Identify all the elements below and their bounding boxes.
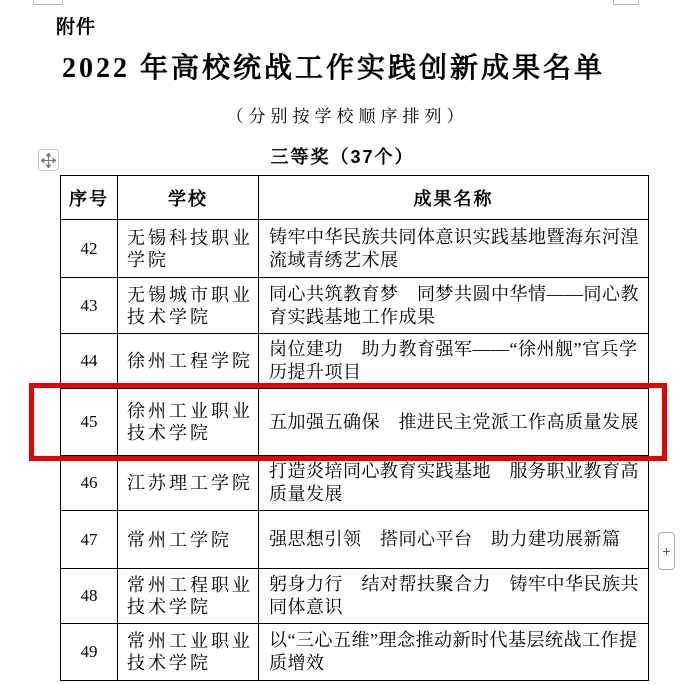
serial-cell: 44: [61, 334, 118, 389]
result-cell: 同心共筑教育梦 同梦共圆中华情——同心教育实践基地工作成果: [259, 278, 649, 334]
table-header-row: [61, 176, 649, 220]
school-cell: 徐州工程学院: [118, 334, 259, 389]
partial-control-box-left: [33, 0, 63, 5]
result-cell: 强思想引领 搭同心平台 助力建功展新篇: [259, 511, 649, 569]
result-cell: 以“三心五维”理念推动新时代基层统战工作提质增效: [259, 624, 649, 681]
result-cell: 五加强五确保 推进民主党派工作高质量发展: [259, 389, 649, 456]
header-school: 学校: [118, 176, 259, 220]
table-row: [61, 334, 649, 389]
header-serial: 序号: [61, 176, 118, 220]
table-row: [61, 456, 649, 511]
table-row: [61, 220, 649, 278]
school-cell: 徐州工业职业技术学院: [118, 389, 259, 456]
school-cell: 江苏理工学院: [118, 456, 259, 511]
serial-cell: 43: [61, 278, 118, 334]
school-cell: 常州工学院: [118, 511, 259, 569]
table-move-handle[interactable]: [38, 149, 59, 171]
partial-control-box-right: [613, 0, 639, 5]
serial-cell: 48: [61, 569, 118, 624]
serial-cell: 45: [61, 389, 118, 456]
serial-cell: 47: [61, 511, 118, 569]
school-cell: 常州工业职业技术学院: [118, 624, 259, 681]
table-row-highlighted: [61, 389, 649, 456]
add-button[interactable]: [658, 532, 675, 570]
table-row: [61, 569, 649, 624]
serial-cell: 46: [61, 456, 118, 511]
result-cell: 铸牢中华民族共同体意识实践基地暨海东河湟流域青绣艺术展: [259, 220, 649, 278]
plus-icon: +: [662, 543, 671, 559]
table-row: [61, 511, 649, 569]
table-row: [61, 278, 649, 334]
result-cell: 打造炎培同心教育实践基地 服务职业教育高质量发展: [259, 456, 649, 511]
result-cell: 岗位建功 助力教育强军——“徐州舰”官兵学历提升项目: [259, 334, 649, 389]
section-heading: 三等奖（37个）: [270, 147, 415, 167]
serial-cell: 49: [61, 624, 118, 681]
school-cell: 无锡城市职业技术学院: [118, 278, 259, 334]
serial-cell: 42: [61, 220, 118, 278]
result-cell: 躬身力行 结对帮扶聚合力 铸牢中华民族共同体意识: [259, 569, 649, 624]
move-icon: [41, 153, 56, 168]
page-title: 2022 年高校统战工作实践创新成果名单: [61, 53, 605, 84]
page-subtitle: （分别按学校顺序排列）: [226, 107, 469, 126]
table-row: [61, 624, 649, 681]
school-cell: 无锡科技职业学院: [118, 220, 259, 278]
header-result: 成果名称: [259, 176, 649, 220]
awards-table: [60, 175, 649, 681]
attachment-label: 附件: [56, 17, 97, 38]
school-cell: 常州工程职业技术学院: [118, 569, 259, 624]
